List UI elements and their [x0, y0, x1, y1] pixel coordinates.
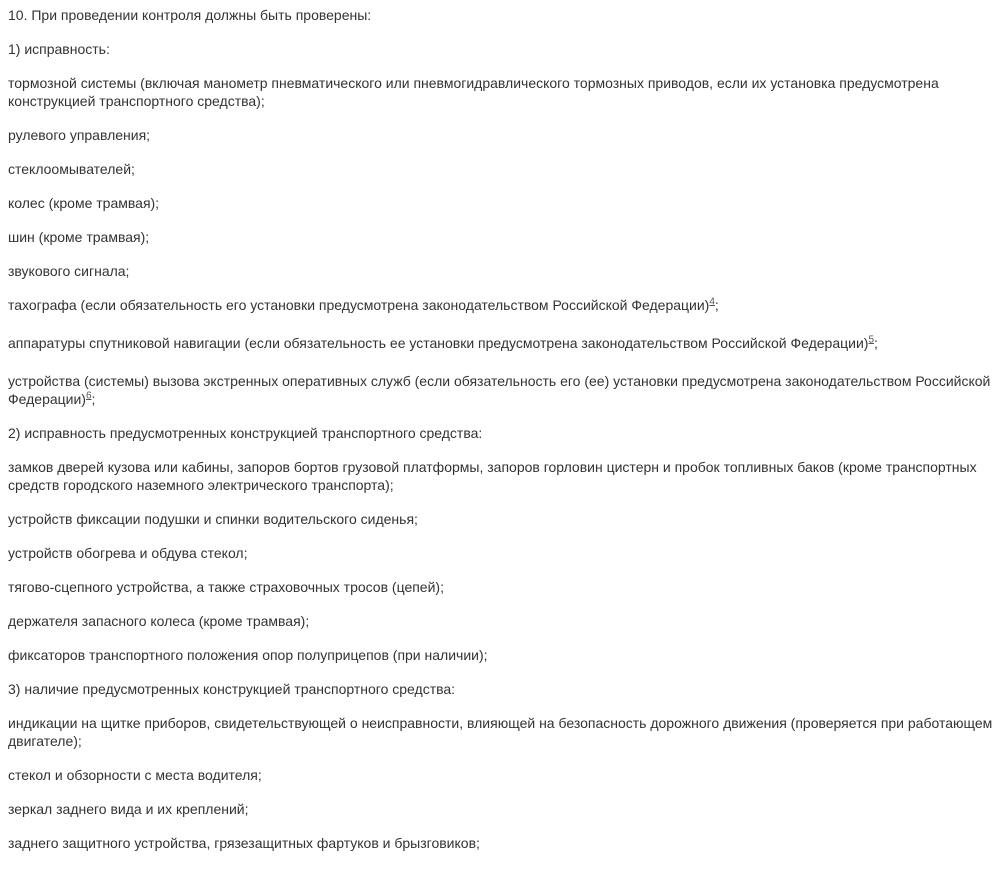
- section-2-item: устройств фиксации подушки и спинки водительского сиденья;: [8, 511, 418, 527]
- item-text: устройства (системы) вызова экстренных оперативных служб (если обязательность его (ее) установки предусмотрена законодательством Российской Федерации): [8, 373, 991, 407]
- item-tail: ;: [874, 335, 878, 351]
- section-2-item: тягово-сцепного устройства, а также страховочных тросов (цепей);: [8, 579, 444, 595]
- section-1-item-tachograph: [8, 296, 994, 314]
- section-2-item: устройств обогрева и обдува стекол;: [8, 545, 248, 561]
- section-2-item: держателя запасного колеса (кроме трамвая);: [8, 613, 310, 629]
- footnote-link-5[interactable]: 5: [868, 334, 875, 346]
- section-1-title: 1) исправность:: [8, 41, 110, 57]
- section-1-item-navigation: [8, 334, 994, 352]
- section-2-item: фиксаторов транспортного положения опор полуприцепов (при наличии);: [8, 647, 488, 663]
- section-2-title: 2) исправность предусмотренных конструкцией транспортного средства:: [8, 425, 483, 441]
- section-1-item-emergency: [8, 372, 994, 408]
- section-3-item: индикации на щитке приборов, свидетельствующей о неисправности, влияющей на безопасность дорожного движения (проверяется при работающем двигателе);: [8, 715, 993, 749]
- section-1-item: колес (кроме трамвая);: [8, 195, 160, 211]
- item-tail: ;: [714, 297, 719, 313]
- section-3-item: стекол и обзорности с места водителя;: [8, 767, 262, 783]
- section-3-item: зеркал заднего вида и их креплений;: [8, 801, 249, 817]
- section-2-item: замков дверей кузова или кабины, запоров бортов грузовой платформы, запоров горловин цистерн и пробок топливных баков (кроме транспортных средств городского наземного электрического транспорта);: [8, 459, 977, 493]
- footnote-link-4[interactable]: 4: [709, 296, 715, 308]
- footnote-link-6[interactable]: 6: [85, 390, 92, 402]
- section-1-item: рулевого управления;: [8, 127, 151, 143]
- section-1-item: тормозной системы (включая манометр пневматического или пневмогидравлического тормозных приводов, если их установка предусмотрена конструкцией транспортного средства);: [8, 75, 939, 109]
- section-1-item: звукового сигнала;: [8, 263, 130, 279]
- section-3-title: 3) наличие предусмотренных конструкцией транспортного средства:: [8, 681, 456, 697]
- item-tail: ;: [91, 391, 96, 407]
- section-1-item: шин (кроме трамвая);: [8, 229, 150, 245]
- section-3-item: заднего защитного устройства, грязезащитных фартуков и брызговиков;: [8, 835, 480, 851]
- document-heading: 10. При проведении контроля должны быть проверены:: [8, 7, 372, 23]
- item-text: аппаратуры спутниковой навигации (если обязательность ее установки предусмотрена законодательством Российской Федерации): [8, 335, 869, 351]
- item-text: тахографа (если обязательность его установки предусмотрена законодательством Российской Федерации): [8, 297, 710, 313]
- section-1-item: стеклоомывателей;: [8, 161, 135, 177]
